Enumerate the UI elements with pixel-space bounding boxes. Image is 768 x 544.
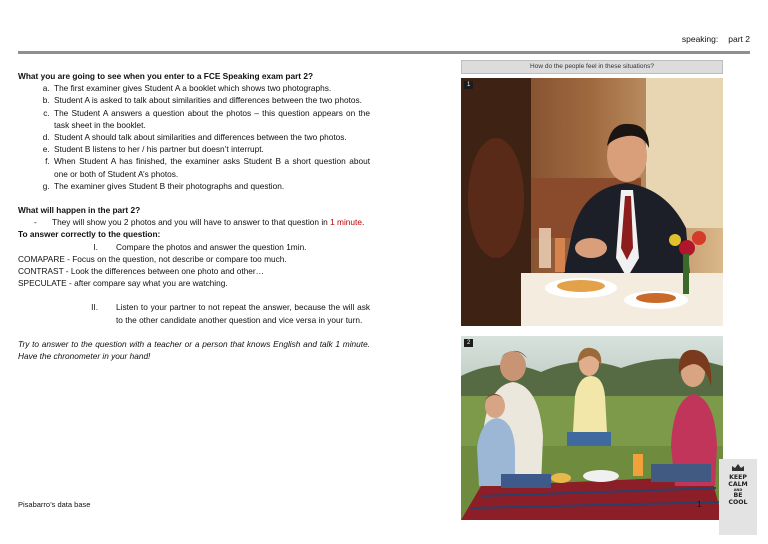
happen-item-end: . [361,217,365,228]
intro-item: c. The Student A answers a question about the photos – this question appears on the task sheet in the booklet. [52,107,370,131]
header-section: speaking: [681,34,719,44]
step-1 [18,241,370,253]
keep-calm-poster [719,459,757,535]
poster-line-1: KEEP [729,474,747,481]
happen-list [18,216,370,228]
intro-list [18,82,370,192]
step-1-text: Compare the photos and answer the question 1min. [116,241,307,252]
step-2 [18,301,370,325]
happen-item-text: They will show you 2 photos and you will have to answer to that question in [52,217,331,228]
intro-item: e. Student B listens to her / his partner but doesn’t interrupt. [52,143,370,155]
crown-icon [731,463,745,472]
page-header [672,34,750,44]
header-part: part 2 [728,34,750,44]
poster-line-5: COOL [728,499,748,506]
photo-2-tag: 2 [464,339,473,347]
header-rule [18,51,750,54]
photo-caption: How do the people feel in these situations? [461,60,723,74]
happen-heading: What will happen in the part 2? [18,205,141,216]
page-number: 1 [697,500,702,509]
compare-note: COMAPARE - Focus on the question, not describe or compare too much. [18,253,287,264]
happen-item [52,216,370,228]
photo-panel [461,60,723,460]
step-2-text: Listen to your partner to not repeat the answer, because the will ask to the other candidate another question and vice versa in your turn. [116,302,370,325]
answer-heading: To answer correctly to the question: [18,229,161,240]
photo-1-tag: 1 [464,81,473,89]
poster-line-3: AND [733,488,743,492]
footer-source: Pisabarro’s data base [18,500,91,509]
step-1-number: I. [93,241,98,252]
intro-item: a. The first examiner gives Student A a booklet which shows two photographs. [52,82,370,94]
intro-item: f. When Student A has finished, the examiner asks Student B a short question about one or both of Student A’s photos. [52,155,370,179]
tip-text: Try to answer to the question with a teacher or a person that knows English and talk 1 minute. Have the chronometer in your hand! [18,338,370,362]
intro-item: b. Student A is asked to talk about similarities and differences between the two photos. [52,94,370,106]
step-2-number: II. [91,302,98,313]
photo-restaurant [461,78,723,326]
time-highlight: 1 minute [330,217,362,228]
intro-heading: What you are going to see when you enter to a FCE Speaking exam part 2? [18,71,314,81]
intro-item: d. Student A should talk about similarities and differences between the two photos. [52,131,370,143]
poster-line-4: BE [733,492,743,499]
speculate-note: SPECULATE - after compare say what you are watching. [18,278,228,289]
photo-picnic [461,336,723,520]
main-text [18,70,370,362]
poster-line-2: CALM [728,481,748,488]
intro-item: g. The examiner gives Student B their photographs and question. [52,180,370,192]
contrast-note: CONTRAST - Look the differences between one photo and other… [18,266,264,277]
